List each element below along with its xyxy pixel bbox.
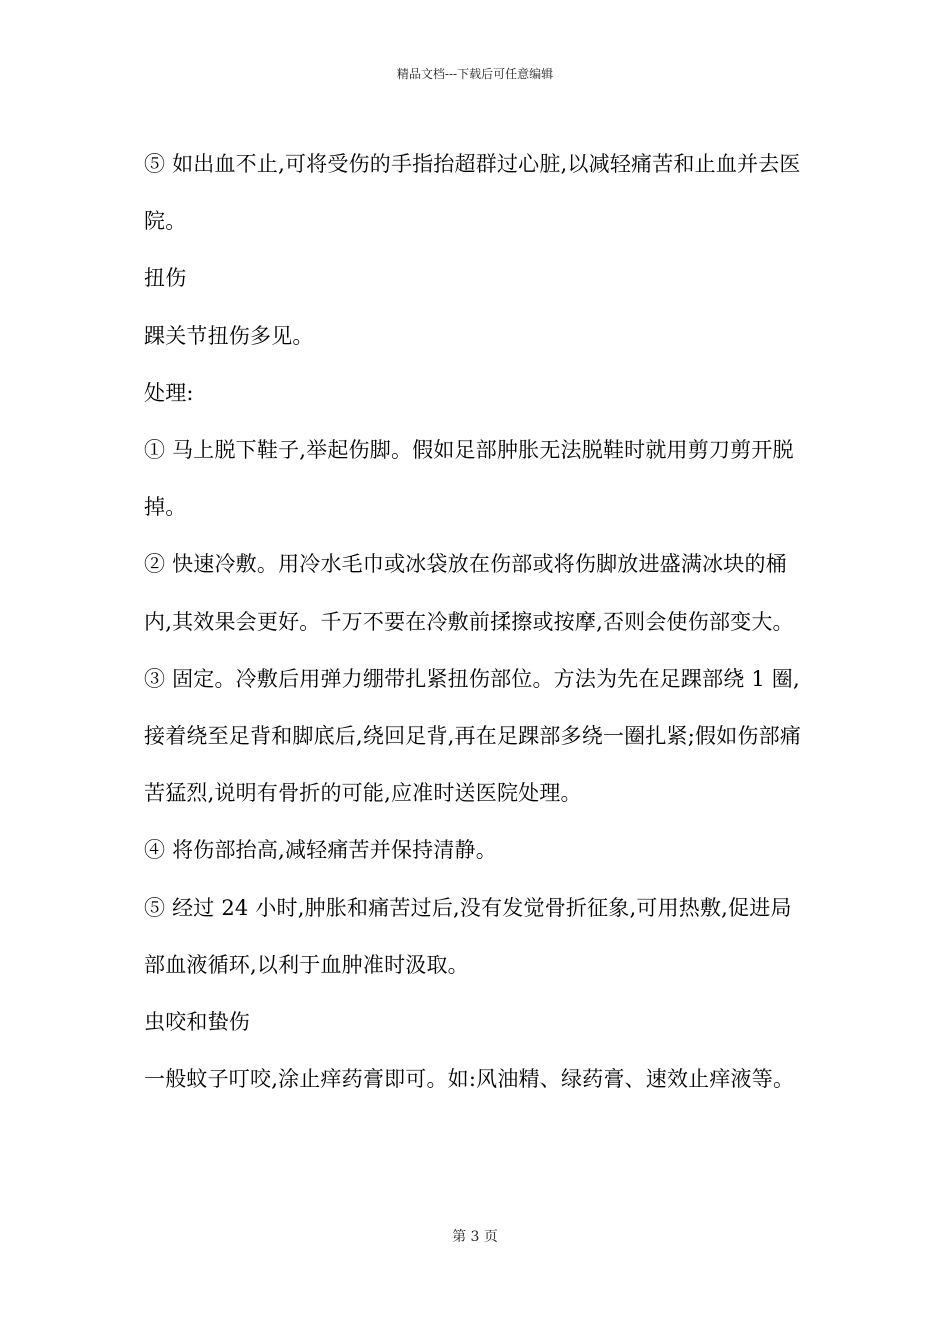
paragraph-sprain-step-4: ④ 将伤部抬高,减轻痛苦并保持清静。 <box>144 838 497 863</box>
paragraph-mosquito-bites: 一般蚊子叮咬,涂止痒药膏即可。如:风油精、绿药膏、速效止痒液等。 <box>144 1067 795 1092</box>
paragraph-sprain-intro: 踝关节扭伤多见。 <box>144 323 314 348</box>
heading-sprain: 扭伤 <box>144 266 187 291</box>
heading-insect-bites: 虫咬和蛰伤 <box>144 1010 250 1035</box>
paragraph-sprain-step-3: ③ 固定。冷敷后用弹力绷带扎紧扭伤部位。方法为先在足踝部绕 1 圈,接着绕至足背和脚底后,绕回足背,再在足踝部多绕一圈扎紧;假如伤部痛苦猛烈,说明有骨折的可能,应准时送医院处理。 <box>144 666 802 806</box>
paragraph-treatment-label: 处理: <box>144 380 194 405</box>
paragraph-sprain-step-1: ① 马上脱下鞋子,举起伤脚。假如足部肿胀无法脱鞋时就用剪刀剪开脱掉。 <box>144 438 794 520</box>
document-body <box>144 136 808 1108</box>
page-header: 精品文档---下载后可任意编辑 <box>396 67 554 81</box>
paragraph-sprain-step-2: ② 快速冷敷。用冷水毛巾或冰袋放在伤部或将伤脚放进盛满冰块的桶内,其效果会更好。千万不要在冷敷前揉擦或按摩,否则会使伤部变大。 <box>144 552 794 634</box>
page-number: 第 3 页 <box>452 1229 498 1245</box>
paragraph-bleeding-step-5: ⑤ 如出血不止,可将受伤的手指抬超群过心脏,以减轻痛苦和止血并去医院。 <box>144 152 801 234</box>
paragraph-sprain-step-5: ⑤ 经过 24 小时,肿胀和痛苦过后,没有发觉骨折征象,可用热敷,促进局部血液循环,以利于血肿准时汲取。 <box>144 895 792 977</box>
